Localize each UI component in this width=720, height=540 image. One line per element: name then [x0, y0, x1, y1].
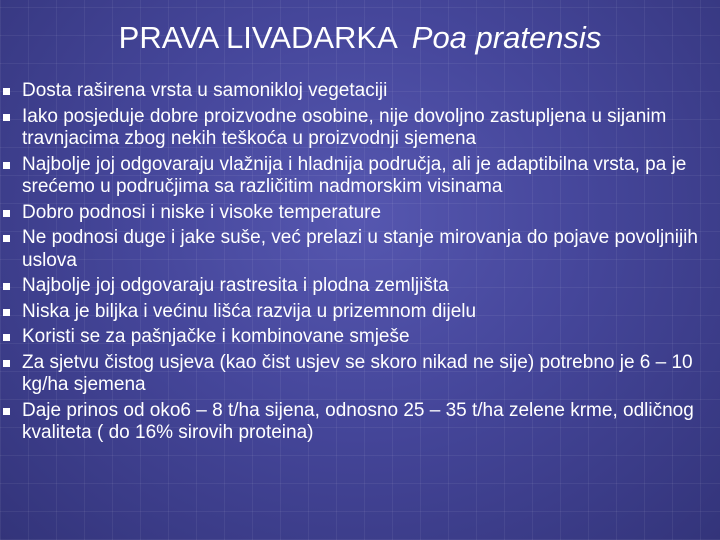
bullet-square-icon — [3, 88, 10, 95]
bullet-text: Ne podnosi duge i jake suše, već prelazi u stanje mirovanja do pojave povoljnijih uslova — [22, 227, 698, 271]
bullet-item — [0, 80, 715, 103]
bullet-text: Niska je biljka i većinu lišća razvija u prizemnom dijelu — [22, 300, 477, 322]
bullet-item — [0, 301, 715, 324]
bullet-square-icon — [3, 360, 10, 367]
bullet-item — [0, 326, 715, 349]
bullet-text: Iako posjeduje dobre proizvodne osobine, nije dovoljno zastupljena u sijanim travnjacima zbog nekih teškoća u proizvodnji sjemena — [22, 105, 667, 149]
bullet-item — [0, 202, 715, 225]
bullet-item — [0, 400, 715, 445]
bullet-text: Koristi se za pašnjačke i kombinovane smješe — [22, 326, 410, 347]
bullet-square-icon — [3, 408, 10, 415]
bullet-item — [0, 227, 715, 272]
title-main: PRAVA LIVADARKA — [118, 20, 398, 55]
bullet-text: Za sjetvu čistog usjeva (kao čist usjev se skoro nikad ne sije) potrebno je 6 – 10 kg/ha sjemena — [22, 351, 693, 395]
bullet-item — [0, 275, 715, 298]
bullet-square-icon — [3, 114, 10, 121]
bullet-text: Dosta raširena vrsta u samonikloj vegetaciji — [22, 80, 388, 101]
title-latin-name: Poa pratensis — [411, 20, 602, 55]
bullet-text: Najbolje joj odgovaraju vlažnija i hladnija područja, ali je adaptibilna vrsta, pa je srećemo u područjima sa različitim nadmorskim visinama — [22, 153, 687, 197]
bullet-item — [0, 106, 715, 151]
slide-title — [0, 18, 720, 58]
bullet-square-icon — [3, 235, 10, 242]
bullet-square-icon — [3, 334, 10, 341]
bullet-square-icon — [3, 309, 10, 316]
bullet-text: Daje prinos od oko6 – 8 t/ha sijena, odnosno 25 – 35 t/ha zelene krme, odličnog kvaliteta ( do 16% sirovih proteina) — [22, 399, 694, 443]
bullet-text: Dobro podnosi i niske i visoke temperature — [22, 201, 382, 223]
bullet-list — [0, 80, 715, 448]
bullet-item — [0, 154, 715, 199]
bullet-item — [0, 352, 715, 397]
bullet-square-icon — [3, 162, 10, 169]
bullet-square-icon — [3, 210, 10, 217]
bullet-text: Najbolje joj odgovaraju rastresita i plodna zemljišta — [22, 275, 449, 296]
bullet-square-icon — [3, 283, 10, 290]
